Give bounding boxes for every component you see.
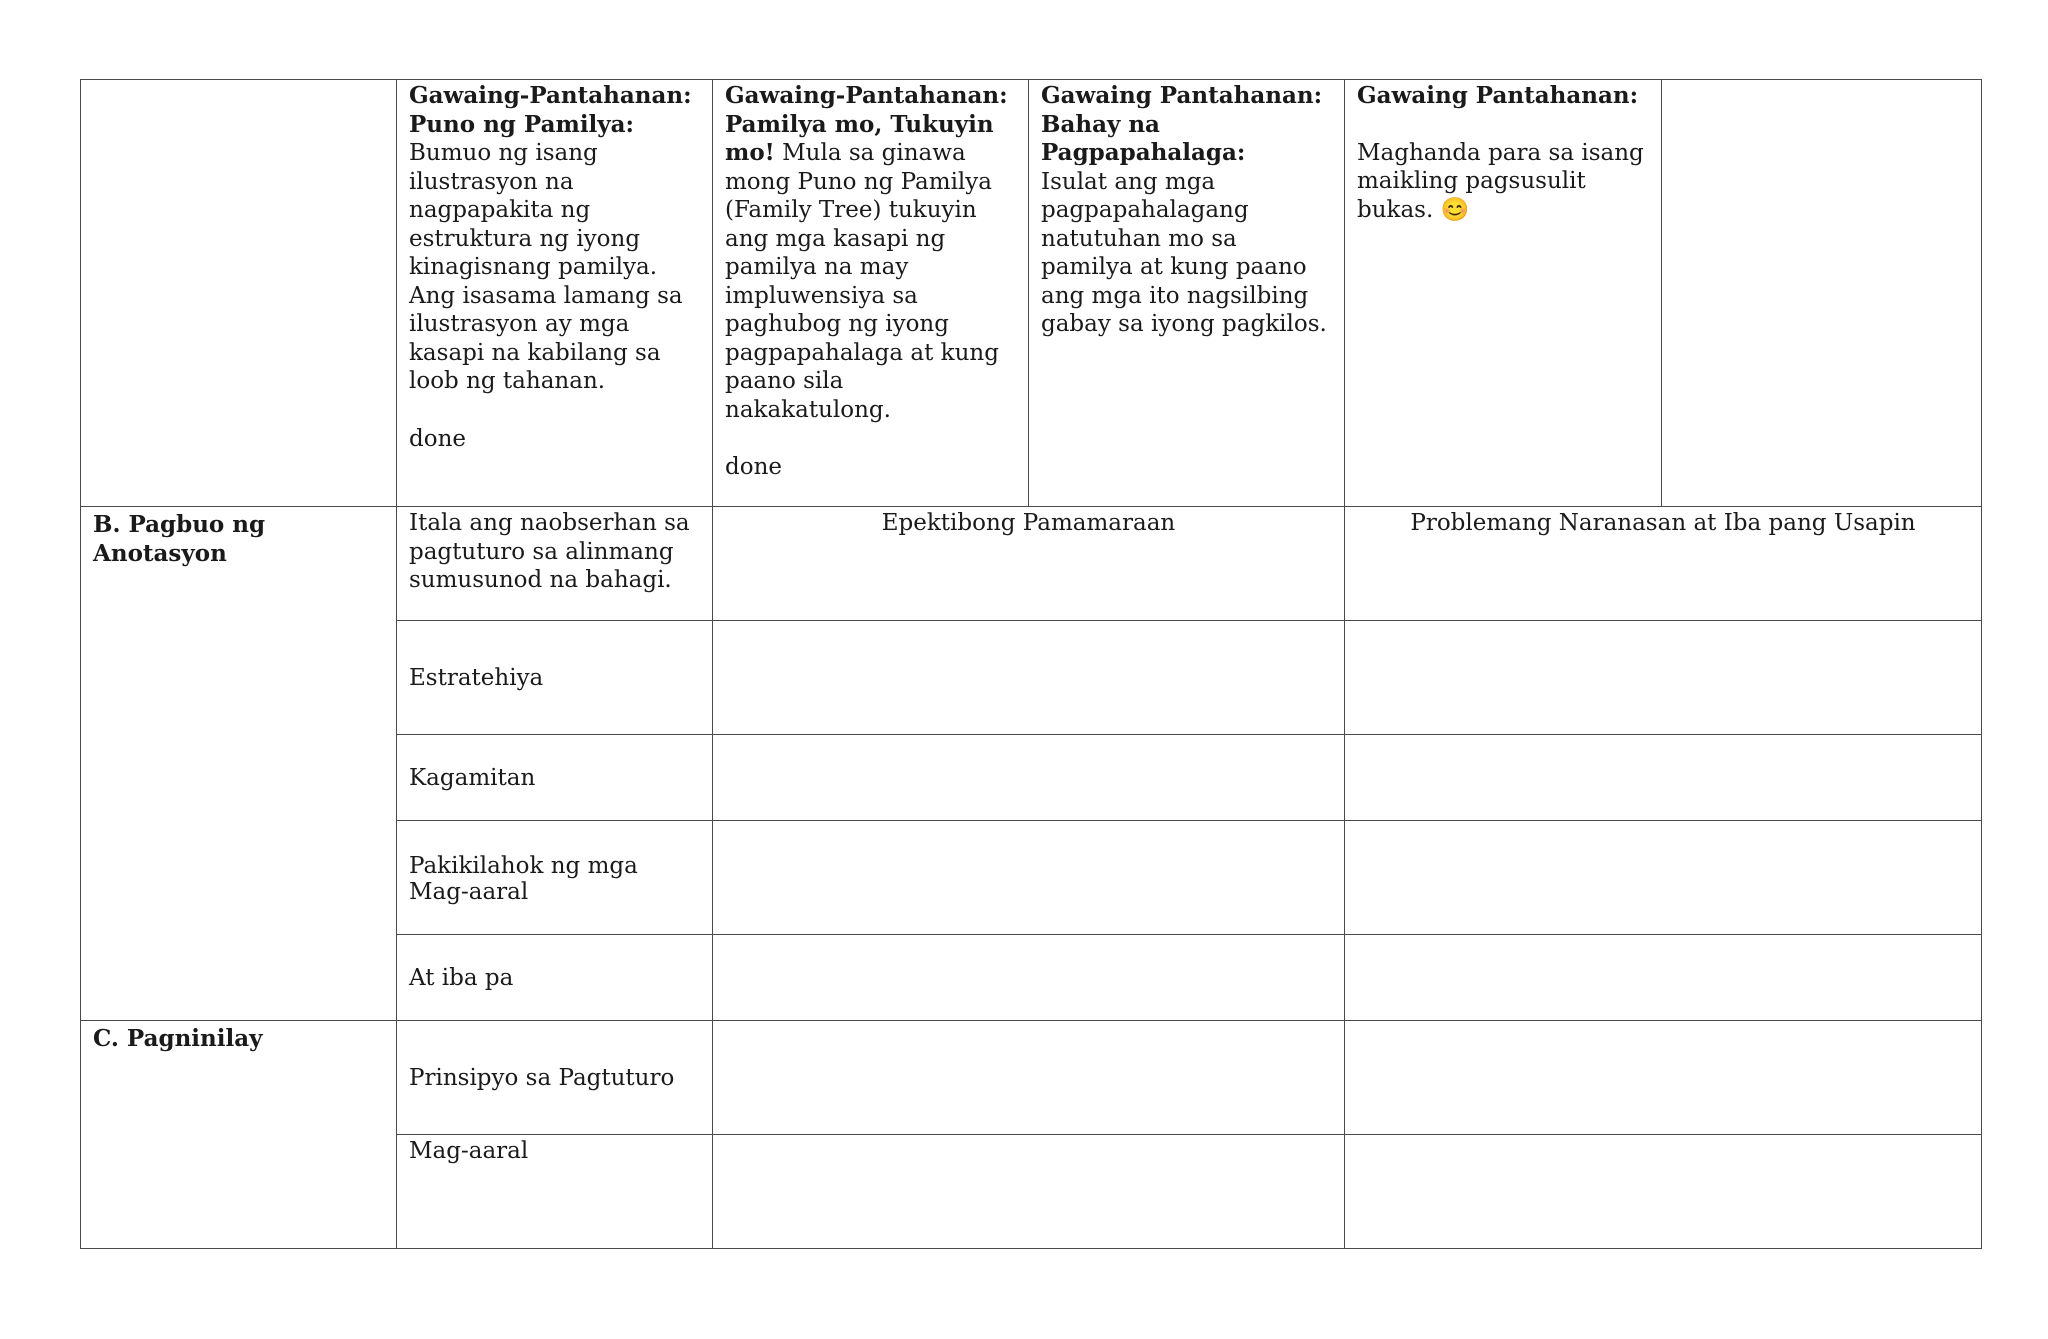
effective-cell [713,1021,1345,1135]
homework-cell-puno-ng-pamilya [397,80,713,507]
homework-title: Gawaing Pantahanan: [1357,82,1639,109]
problems-cell [1345,821,1982,935]
problems-cell [1345,935,1982,1021]
homework-text [725,82,1016,424]
reflection-row-label: Prinsipyo sa Pagtuturo [397,1021,713,1135]
homework-body: Isulat ang mga pagpapahalagang natutuhan mo sa pamilya at kung paano ang mga ito nagsilbing gabay sa iyong pagkilos. [1041,168,1327,337]
homework-row [81,80,1982,507]
annotation-row-label: Pakikilahok ng mga Mag-aaral [397,821,713,935]
problems-cell [1345,1135,1982,1249]
effective-cell [713,935,1345,1021]
annotation-header-row [81,507,1982,621]
effective-cell [713,821,1345,935]
effective-cell [713,1135,1345,1249]
homework-cell-bahay-na-pagpapahalaga [1029,80,1345,507]
section-b-label: B. Pagbuo ng Anotasyon [81,507,397,1021]
homework-status: done [409,425,466,452]
homework-body: Maghanda para sa isang maikling pagsusulit bukas. 😊 [1357,139,1644,223]
spacer [1357,111,1649,139]
annotation-row-label: At iba pa [397,935,713,1021]
homework-body: Mula sa ginawa mong Puno ng Pamilya (Family Tree) tukuyin ang mga kasapi ng pamilya na may impluwensiya sa paghubog ng iyong pagpapahalaga at kung paano sila nakakatulong. [725,140,999,423]
section-c-label: C. Pagninilay [81,1021,397,1249]
reflection-row-label: Mag-aaral [397,1135,713,1249]
effective-cell [713,735,1345,821]
problems-cell [1345,735,1982,821]
effective-cell [713,621,1345,735]
annotation-intro: Itala ang naobserhan sa pagtuturo sa alinmang sumusunod na bahagi. [397,507,713,621]
homework-cell-pagsusulit [1345,80,1662,507]
problems-cell [1345,1021,1982,1135]
lesson-plan-table [80,79,1982,1249]
annotation-row-label: Kagamitan [397,735,713,821]
annotation-row-label: Estratehiya [397,621,713,735]
reflection-row [81,1021,1982,1135]
homework-title: Gawaing Pantahanan: Bahay na Pagpapahalaga: [1041,82,1323,166]
problems-header: Problemang Naranasan at Iba pang Usapin [1345,507,1982,621]
homework-status: done [725,454,782,480]
effective-methods-header: Epektibong Pamamaraan [713,507,1345,621]
empty-cell [1662,80,1982,507]
homework-title: Gawaing-Pantahanan: Puno ng Pamilya: [409,82,692,138]
homework-body: Bumuo ng isang ilustrasyon na nagpapakita ng estruktura ng iyong kinagisnang pamilya. Ang isasama lamang sa ilustrasyon ay mga kasapi na kabilang sa loob ng tahanan. [409,140,683,394]
homework-cell-pamilya-mo [713,80,1029,507]
problems-cell [1345,621,1982,735]
homework-title: Gawaing-Pantahanan: Pamilya mo, Tukuyin mo! [725,82,1008,166]
empty-label-cell [81,80,397,507]
